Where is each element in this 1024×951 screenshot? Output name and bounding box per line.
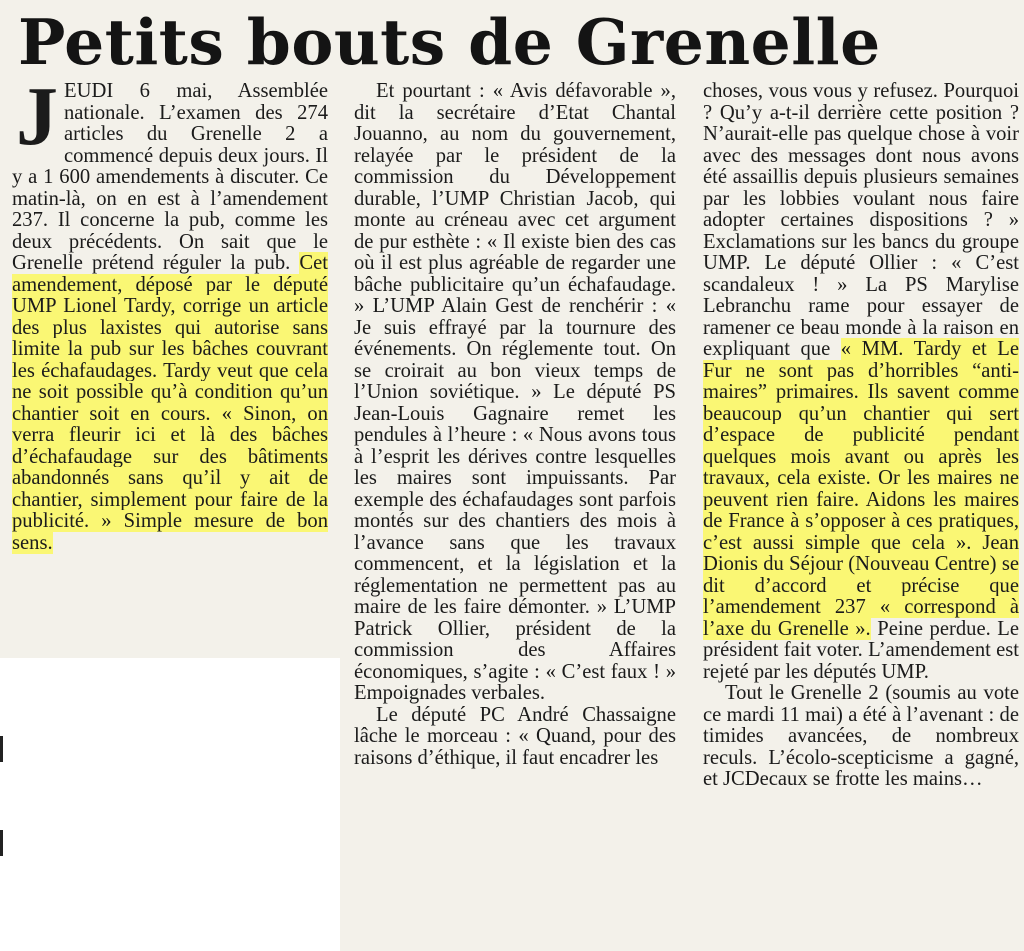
paragraph: Tout le Grenelle 2 (soumis au vote ce mardi 11 mai) a été à l’avenant : de timides avancées, de nombreux reculs. L’écolo-scepticisme a gagné, et JCDecaux se frotte les mains… (703, 682, 1019, 790)
article-column-3 (703, 81, 1019, 791)
paragraph: Le député PC André Chassaigne lâche le morceau : « Quand, pour des raisons d’éthique, il faut encadrer les (354, 703, 676, 769)
highlighted-text: Cet amendement, déposé par le député UMP Lionel Tardy, corrige un article des plus laxistes qui autorise sans limite la pub sur les bâches couvrant les échafaudages. Tardy veut que cela ne soit possible qu’à condition qu’un chantier soit en cours. « Sinon, on verra fleurir ici et là des bâches d’échafaudage sur des bâtiments abandonnés sans qu’il y ait de chantier, simplement pour faire de la publicité. » Simple mesure de bon sens. (12, 252, 328, 554)
body-text: choses, vous vous y refusez. Pourquoi ? Qu’y a-t-il derrière cette position ? N’aurait-elle pas quelque chose à voir avec des messages dont nous avons été assaillis depuis plusieurs semaines par les lobbies voulant nous faire adopter certaines dispositions ? » Exclamations sur les bancs du groupe UMP. Le député Ollier : « C’est scandaleux ! » La PS Marylise Lebranchu rame pour essayer de ramener ce beau monde à la raison en expliquant que (703, 80, 1019, 360)
highlighted-text: « MM. Tardy et Le Fur ne sont pas d’horribles “anti-maires” primaires. Ils savent comme beaucoup qu’un chantier qui sert d’espace de publicité pendant quelques mois avant ou après les travaux, cela existe. Or les maires ne peuvent rien faire. Aidons les maires de France à s’opposer à ces pratiques, c’est aussi simple que cela ». Jean Dionis du Séjour (Nouveau Centre) se dit d’accord et précise que l’amendement 237 « correspond à l’axe du Grenelle ». (703, 338, 1020, 640)
edge-mark (0, 830, 3, 856)
drop-cap: J (16, 70, 58, 163)
edge-mark (0, 736, 3, 762)
body-text: Peine perdue. Le président fait voter. L’amendement est rejeté par les députés UMP. (703, 617, 1019, 683)
article-headline: Petits bouts de Grenelle (18, 5, 881, 79)
paragraph (703, 81, 1019, 683)
article-column-1 (12, 70, 328, 554)
blank-cutout-area (0, 658, 340, 951)
paragraph: Et pourtant : « Avis défavorable », dit la secrétaire d’Etat Chantal Jouanno, au nom du gouvernement, relayée par le président de la commission du Développement durable, l’UMP Christian Jacob, qui monte au créneau avec cet argument de pur esthète : « Il existe bien des cas où il est plus agréable de regarder une bâche publicitaire qu’un échafaudage. » L’UMP Alain Gest de renchérir : « Je suis effrayé par la tournure des événements. On réglemente tout. On se croirait au bon vieux temps de l’Union soviétique. » Le député PS Jean-Louis Gagnaire remet les pendules à l’heure : « Nous avons tous à l’esprit les dérives contre lesquelles les maires sont impuissants. Par exemple des échafaudages sont parfois montés sur des chantiers des mois à l’avance sans que les travaux commencent, et la législation et la réglementation ne permettent pas au maire de les faire démonter. » L’UMP Patrick Ollier, président de la commission des Affaires économiques, s’agite : « C’est faux ! » Empoignades verbales. (354, 80, 676, 704)
paragraph (12, 70, 328, 554)
body-text: EUDI 6 mai, Assemblée nationale. L’examen des 274 articles du Grenelle 2 a commencé depuis deux jours. Il y a 1 600 amendements à discuter. Ce matin-là, on en est à l’amendement 237. Il concerne la pub, comme les deux précédents. On sait que le Grenelle prétend réguler la pub. (12, 80, 328, 274)
article-column-2 (354, 81, 676, 769)
